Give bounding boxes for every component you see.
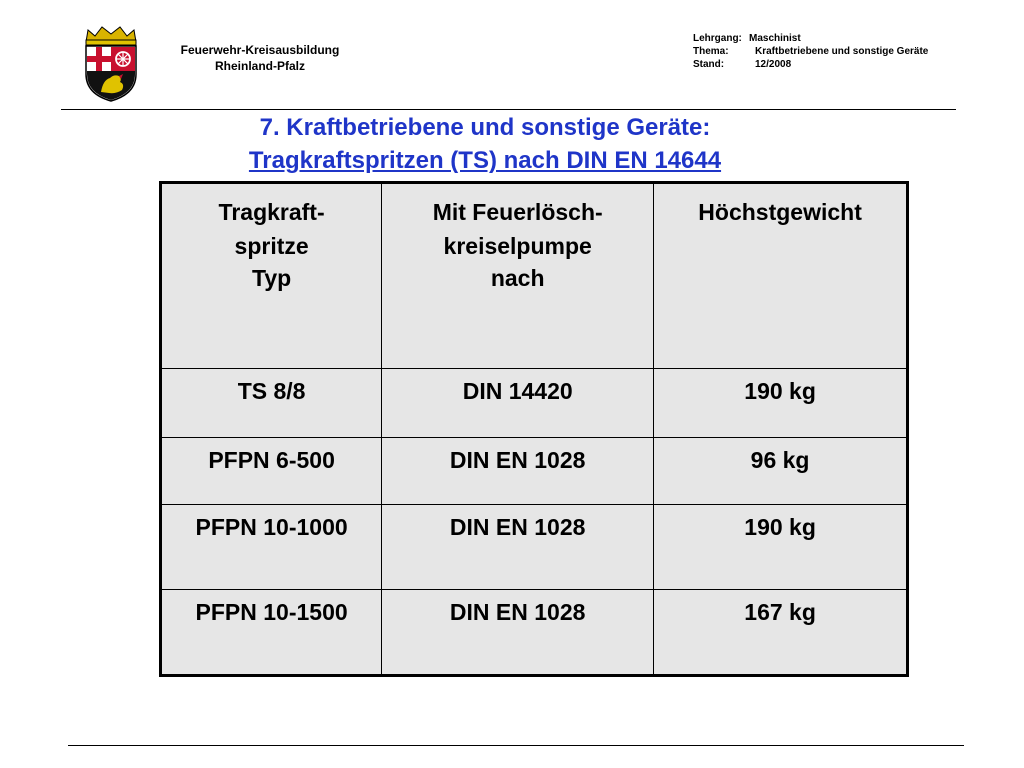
cell-weight: 190 kg bbox=[654, 504, 908, 589]
header-pump-line1: Mit Feuerlösch- bbox=[432, 199, 603, 225]
cell-standard: DIN EN 1028 bbox=[382, 504, 654, 589]
cell-standard: DIN 14420 bbox=[382, 369, 654, 437]
lehrgang-label: Lehrgang: bbox=[693, 33, 742, 44]
cell-type: PFPN 10-1500 bbox=[161, 589, 382, 675]
coat-of-arms-logo bbox=[76, 24, 146, 102]
thema-label: Thema: bbox=[693, 46, 729, 57]
stand-value: 12/2008 bbox=[755, 59, 792, 70]
header-pump-line3: nach bbox=[490, 265, 545, 291]
organization-name bbox=[160, 42, 360, 74]
table-row bbox=[161, 589, 908, 675]
table-header-row bbox=[161, 183, 908, 369]
org-line1: Feuerwehr-Kreisausbildung bbox=[180, 43, 340, 57]
meta-row-thema bbox=[693, 45, 928, 58]
lehrgang-value: Maschinist bbox=[749, 33, 801, 44]
thema-value: Kraftbetriebene und sonstige Geräte bbox=[755, 46, 929, 57]
table-row bbox=[161, 437, 908, 504]
org-line2: Rheinland-Pfalz bbox=[214, 59, 305, 73]
header-type-line3: Typ bbox=[252, 265, 292, 291]
header-type-line2: spritze bbox=[234, 233, 309, 259]
pump-table bbox=[159, 181, 909, 677]
title-line1: 7. Kraftbetriebene und sonstige Geräte: bbox=[259, 114, 711, 141]
cell-standard: DIN EN 1028 bbox=[382, 437, 654, 504]
meta-row-lehrgang bbox=[693, 32, 928, 45]
header-type-line1: Tragkraft- bbox=[218, 199, 325, 225]
cell-weight: 190 kg bbox=[654, 369, 908, 437]
header-divider bbox=[61, 109, 956, 110]
header-cell-weight bbox=[654, 183, 908, 369]
crown-icon bbox=[86, 27, 136, 45]
course-meta bbox=[693, 32, 928, 71]
table-row bbox=[161, 504, 908, 589]
footer-divider bbox=[68, 745, 964, 746]
header-pump-line2: kreiselpumpe bbox=[443, 233, 592, 259]
table-row bbox=[161, 369, 908, 437]
header-weight-line1: Höchstgewicht bbox=[698, 199, 862, 225]
cell-weight: 167 kg bbox=[654, 589, 908, 675]
cell-weight: 96 kg bbox=[654, 437, 908, 504]
stand-label: Stand: bbox=[693, 59, 725, 70]
meta-row-stand bbox=[693, 58, 928, 71]
cell-type: PFPN 6-500 bbox=[161, 437, 382, 504]
page-title bbox=[140, 111, 830, 177]
cell-type: TS 8/8 bbox=[161, 369, 382, 437]
cell-standard: DIN EN 1028 bbox=[382, 589, 654, 675]
header-cell-type bbox=[161, 183, 382, 369]
header-cell-pump bbox=[382, 183, 654, 369]
cell-type: PFPN 10-1000 bbox=[161, 504, 382, 589]
title-line2: Tragkraftspritzen (TS) nach DIN EN 14644 bbox=[248, 147, 722, 174]
